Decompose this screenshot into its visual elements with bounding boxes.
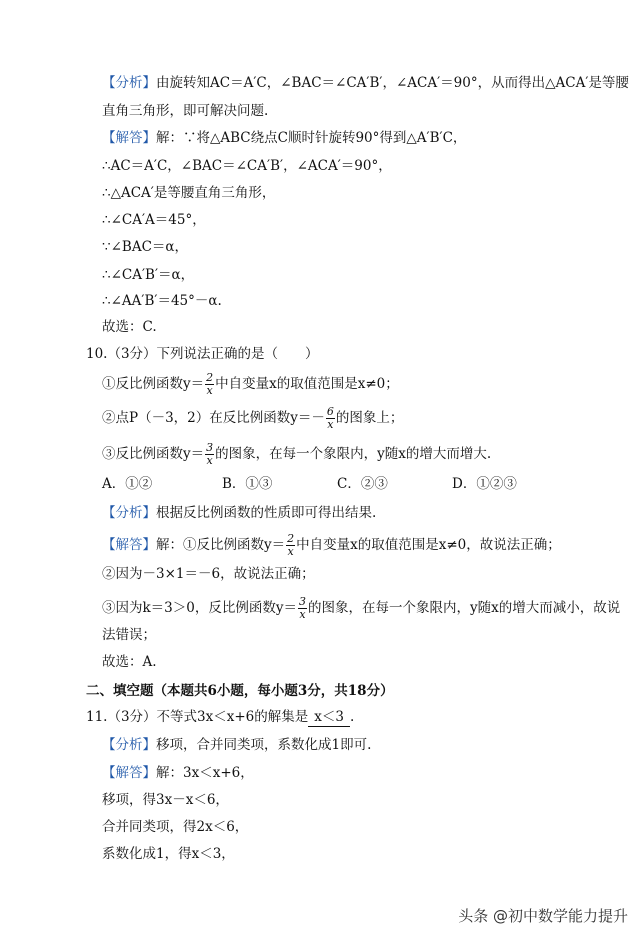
fraction-denominator: x: [287, 545, 294, 558]
q10-option-b: B．①③: [222, 476, 273, 492]
answer-line-3: ∴△ACA′是等腰直角三角形，: [102, 185, 276, 201]
statement-text: 的图象上；: [335, 410, 404, 426]
analysis-tag: 【分析】: [102, 505, 156, 521]
fraction: [286, 533, 295, 558]
answer-tag: 【解答】: [102, 130, 156, 146]
fraction-denominator: x: [327, 418, 334, 431]
answer-line-1: [102, 129, 466, 147]
fraction: [326, 406, 335, 431]
answer-line-7: ∴∠AA′B′＝45°－α.: [102, 293, 222, 309]
statement-text: 的图象，在每一个象限内，y随x的增大而增大.: [215, 446, 492, 462]
q10-stem: 10.（3分）下列说法正确的是（ ）: [86, 346, 319, 362]
fraction-numerator: 3: [299, 595, 306, 608]
answer-line-5: ∵∠BAC＝α，: [102, 239, 189, 255]
fraction: [205, 372, 214, 397]
analysis-text: 由旋转知AC＝A′C，∠BAC＝∠CA′B′，∠ACA′＝90°，从而得出△ACA′是等腰: [156, 75, 629, 91]
fraction-numerator: 6: [326, 405, 334, 418]
q11-stem: [86, 708, 354, 727]
section-heading: 二、填空题（本题共6小题，每小题3分，共18分）: [86, 683, 394, 699]
answer-text: 的图象，在每一个象限内，y随x的增大而减小，故说: [308, 600, 621, 616]
answer-text: 中自变量x的取值范围是x≠0，故说法正确；: [296, 537, 561, 553]
fraction-denominator: x: [206, 454, 213, 467]
answer-line-2: ∴AC＝A′C，∠BAC＝∠CA′B′，∠ACA′＝90°，: [102, 158, 392, 174]
q10-answer-4: 法错误；: [102, 627, 156, 643]
answer-blank: x＜3: [308, 708, 350, 727]
answer-text: 解：∵将△ABC绕点C顺时针旋转90°得到△A′B′C，: [156, 130, 467, 146]
answer-line-6: ∴∠CA′B′＝α，: [102, 267, 195, 283]
q10-answer-5: 故选：A.: [102, 654, 157, 670]
q11-analysis: [102, 736, 371, 754]
q10-answer-3: [102, 596, 620, 621]
q10-statement-2: [102, 406, 403, 431]
q10-option-a: A．①②: [102, 476, 153, 492]
fraction: [298, 596, 307, 621]
fraction-denominator: x: [206, 384, 213, 397]
statement-text: ③反比例函数y＝: [102, 446, 205, 462]
stem-text: .: [349, 709, 355, 725]
q10-answer-2: ②因为－3×1＝－6，故说法正确；: [102, 566, 315, 582]
analysis-line-2: 直角三角形，即可解决问题.: [102, 103, 269, 119]
watermark: 头条 @初中数学能力提升: [458, 907, 628, 925]
analysis-line-1: [102, 74, 629, 92]
analysis-tag: 【分析】: [102, 75, 156, 91]
q11-answer-2: 移项，得3x－x＜6，: [102, 792, 229, 808]
fraction-denominator: x: [299, 608, 306, 621]
answer-text: 解：3x＜x+6，: [156, 765, 254, 781]
answer-text: ③因为k＝3＞0，反比例函数y＝: [102, 600, 297, 616]
answer-text: 解：①反比例函数y＝: [156, 537, 286, 553]
analysis-tag: 【分析】: [102, 737, 156, 753]
q10-statement-3: [102, 442, 491, 467]
statement-text: ②点P（－3，2）在反比例函数y＝－: [102, 410, 325, 426]
q11-answer-4: 系数化成1，得x＜3，: [102, 846, 235, 862]
fraction: [205, 442, 214, 467]
answer-tag: 【解答】: [102, 765, 156, 781]
statement-text: 中自变量x的取值范围是x≠0；: [215, 376, 399, 392]
stem-text: 11.（3分）不等式3x＜x+6的解集是: [86, 709, 309, 725]
fraction-numerator: 3: [206, 441, 214, 454]
q10-answer-1: [102, 533, 561, 558]
q10-analysis: [102, 504, 376, 522]
statement-text: ①反比例函数y＝: [102, 376, 205, 392]
q10-statement-1: [102, 372, 399, 397]
fraction-numerator: 2: [287, 532, 295, 545]
q11-answer-3: 合并同类项，得2x＜6，: [102, 819, 249, 835]
q10-option-c: C．②③: [337, 476, 388, 492]
fraction-numerator: 2: [206, 371, 214, 384]
q10-option-d: D．①②③: [452, 476, 517, 492]
analysis-text: 根据反比例函数的性质即可得出结果.: [156, 505, 377, 521]
answer-tag: 【解答】: [102, 537, 156, 553]
q11-answer-1: [102, 764, 254, 782]
answer-line-4: ∴∠CA′A＝45°，: [102, 212, 206, 228]
answer-conclusion: 故选：C.: [102, 319, 157, 335]
analysis-text: 移项，合并同类项，系数化成1即可.: [156, 737, 372, 753]
